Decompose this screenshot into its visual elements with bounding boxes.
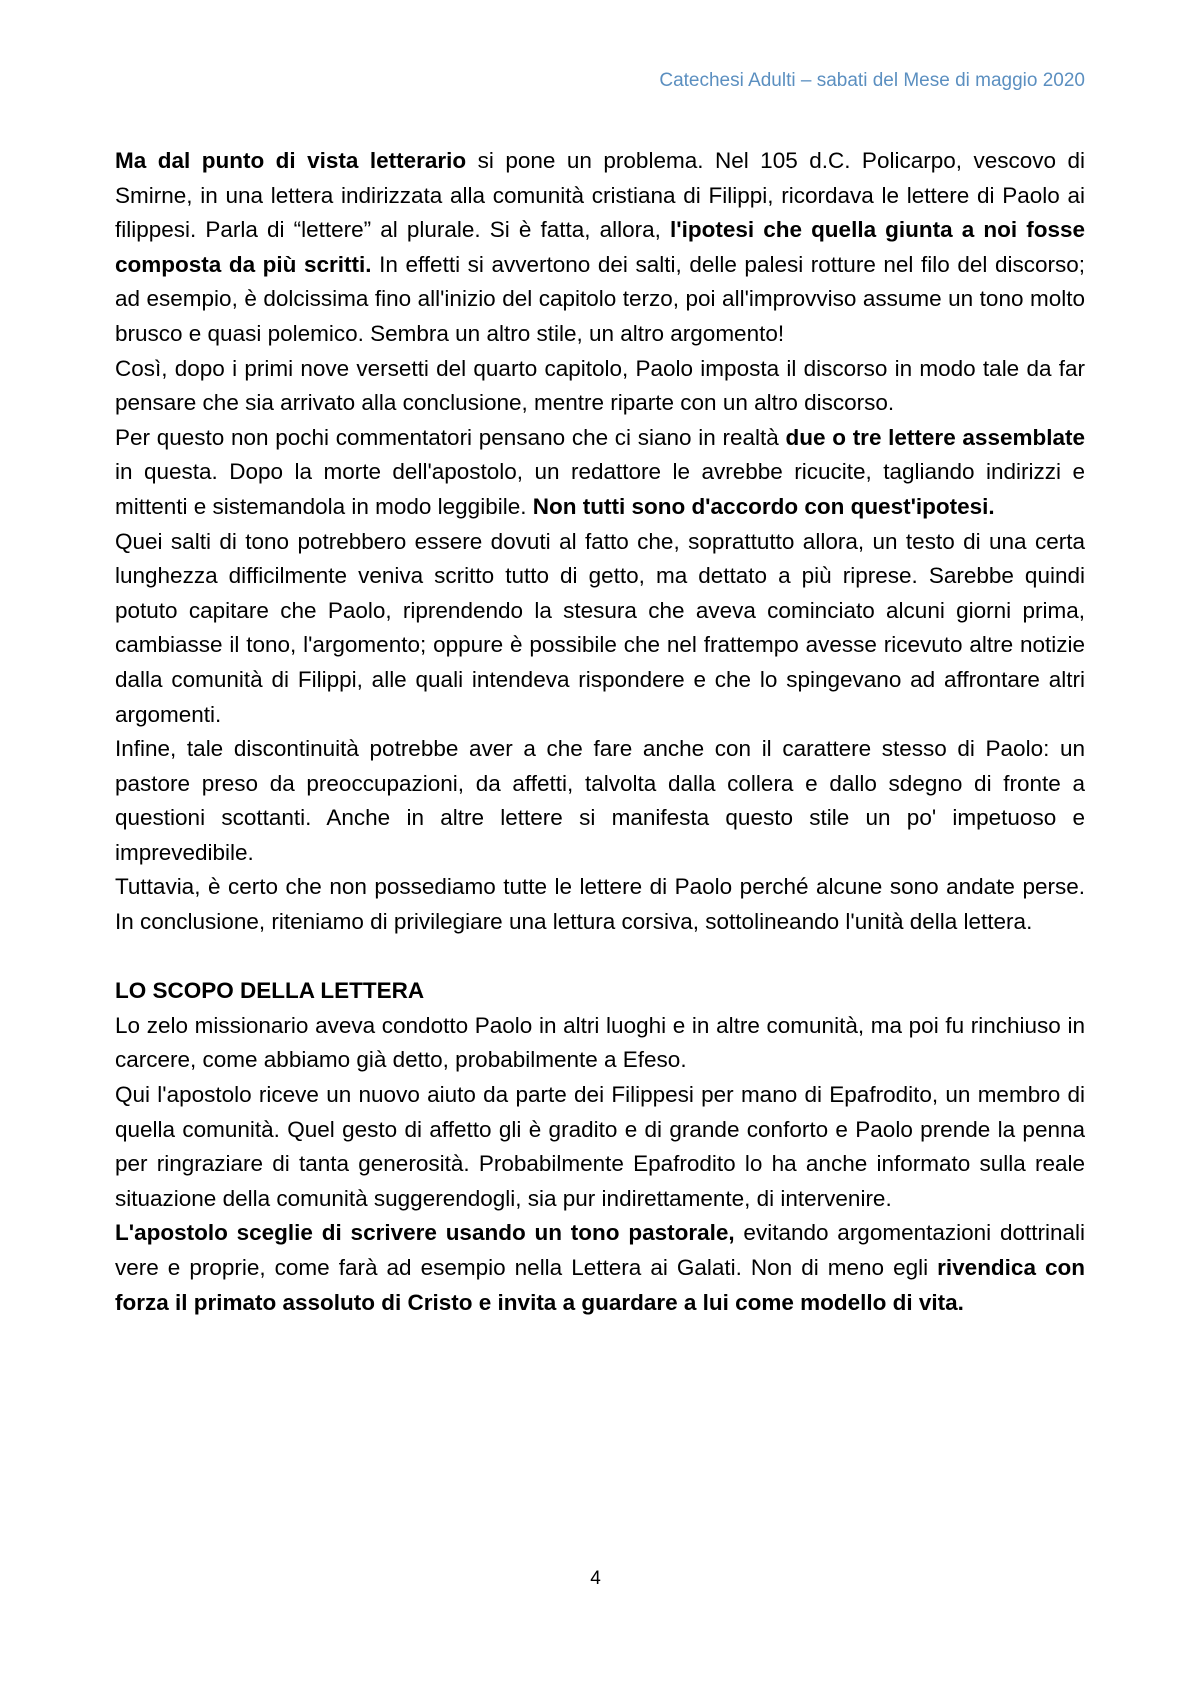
bold-text: due o tre lettere assemblate: [785, 424, 1085, 450]
bold-text: Non tutti sono d'accordo con quest'ipotesi.: [532, 493, 995, 519]
document-body: [115, 144, 1085, 1320]
section-title: LO SCOPO DELLA LETTERA: [115, 978, 425, 1004]
bold-text: l'ipotesi che quella giunta a noi fosse composta da più scritti.: [115, 217, 1085, 277]
body-text: Quei salti di tono potrebbero essere dovuti al fatto che, soprattutto allora, un testo di una certa lunghezza difficilmente veniva scritto tutto di getto, ma dettato a più riprese. Sarebbe quindi potuto capitare che Paolo, riprendendo la stesura che aveva cominciato alcuni giorni prima, cambiasse il tono, l'argomento; oppure è possibile che nel frattempo avesse ricevuto altre notizie dalla comunità di Filippi, alle quali intendeva rispondere e che lo spingevano ad affrontare altri argomenti.: [115, 528, 1085, 727]
paragraph-missionary-zeal: [115, 1009, 1085, 1078]
body-text: evitando argomentazioni dottrinali vere e proprie, come farà ad esempio nella Lettera ai Galati. Non di meno egli: [115, 1220, 1085, 1280]
page-number: 4: [590, 1568, 601, 1589]
paragraph-fourth-chapter: [115, 352, 1085, 421]
paragraph-discontinuity: [115, 732, 1085, 870]
paragraph-literary-problem: [115, 144, 1085, 352]
body-text: In effetti si avvertono dei salti, delle palesi rotture nel filo del discorso; ad esempio, è dolcissima fino all'inizio del capitolo terzo, poi all'improvviso assume un tono molto brusco e quasi polemico. Sembra un altro stile, un altro argomento!: [115, 251, 1085, 346]
body-text: Per questo non pochi commentatori pensano che ci siano in realtà: [115, 424, 786, 450]
bold-text: L'apostolo sceglie di scrivere usando un tono pastorale,: [115, 1220, 735, 1246]
bold-text: rivendica con forza il primato assoluto di Cristo e invita a guardare a lui come modello di vita.: [115, 1255, 1085, 1315]
body-text: Lo zelo missionario aveva condotto Paolo in altri luoghi e in altre comunità, ma poi fu rinchiuso in carcere, come abbiamo già detto, probabilmente a Efeso.: [115, 1012, 1085, 1073]
paragraph-spacer: [115, 940, 1085, 975]
paragraph-commentators: [115, 421, 1085, 525]
body-text: Tuttavia, è certo che non possediamo tutte le lettere di Paolo perché alcune sono andate perse. In conclusione, riteniamo di privilegiare una lettura corsiva, sottolineando l'unità della lettera.: [115, 874, 1085, 935]
bold-text: Ma dal punto di vista letterario: [115, 148, 467, 173]
body-text: Qui l'apostolo riceve un nuovo aiuto da parte dei Filippesi per mano di Epafrodito, un membro di quella comunità. Quel gesto di affetto gli è gradito e di grande conforto e Paolo prende la penna per ringraziare di tanta generosità. Probabilmente Epafrodito lo ha anche informato sulla reale situazione della comunità suggerendogli, sia pur indirettamente, di intervenire.: [115, 1082, 1085, 1211]
body-text: in questa. Dopo la morte dell'apostolo, un redattore le avrebbe ricucite, tagliando indirizzi e mittenti e sistemandola in modo leggibile.: [115, 459, 1085, 519]
body-text: si pone un problema. Nel 105 d.C. Policarpo, vescovo di Smirne, in una lettera indirizzata alla comunità cristiana di Filippi, ricordava le lettere di Paolo ai filippesi. Parla di “lettere” al plurale. Si è fatta, allora,: [115, 148, 1085, 243]
paragraph-conclusion: [115, 870, 1085, 939]
paragraph-tone-shifts: [115, 525, 1085, 733]
running-header: Catechesi Adulti – sabati del Mese di maggio 2020: [659, 70, 1085, 91]
body-text: Così, dopo i primi nove versetti del quarto capitolo, Paolo imposta il discorso in modo tale da far pensare che sia arrivato alla conclusione, mentre riparte con un altro discorso.: [115, 355, 1085, 416]
paragraph-epafrodito: [115, 1078, 1085, 1216]
paragraph-pastoral-tone: [115, 1216, 1085, 1320]
body-text: Infine, tale discontinuità potrebbe aver a che fare anche con il carattere stesso di Paolo: un pastore preso da preoccupazioni, da affetti, talvolta dalla collera e dallo sdegno di fronte a questioni scottanti. Anche in altre lettere si manifesta questo stile un po' impetuoso e imprevedibile.: [115, 736, 1085, 865]
